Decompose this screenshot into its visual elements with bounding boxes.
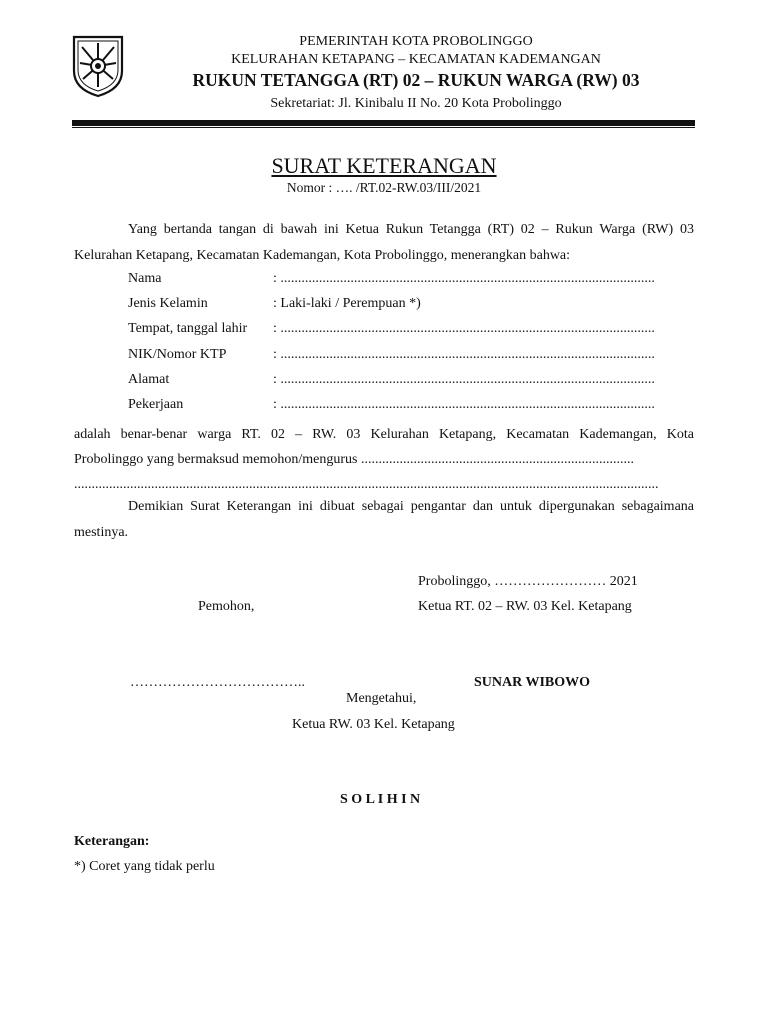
rw-chairman-name: S O L I H I N — [340, 792, 421, 807]
field-value-nik: : ........................................................................................................... — [273, 347, 655, 362]
closing-paragraph: Demikian Surat Keterangan ini dibuat sebagai pengantar dan untuk dipergunakan sebagaimana mestinya. — [74, 499, 694, 540]
field-label-pekerjaan: Pekerjaan — [128, 397, 184, 412]
field-value-alamat: : ........................................................................................................... — [273, 372, 655, 387]
opening-paragraph: Yang bertanda tangan di bawah ini Ketua Rukun Tetangga (RT) 02 – Rukun Warga (RW) 03 Kelurahan Ketapang, Kecamatan Kademangan, Kota Probolinggo, menerangkan bahwa: — [74, 222, 694, 263]
applicant-signature-blank: ……………………………….. — [130, 675, 305, 690]
place-date: Probolinggo, …………………… 2021 — [418, 574, 638, 589]
field-value-ttl: : ........................................................................................................... — [273, 321, 655, 336]
acknowledged-label: Mengetahui, — [346, 691, 417, 706]
field-value-pekerjaan: : ........................................................................................................... — [273, 397, 655, 412]
field-label-nama: Nama — [128, 271, 162, 286]
header-address: Sekretariat: Jl. Kinibalu II No. 20 Kota Probolinggo — [270, 96, 562, 111]
body-line-3: ....................................................................................................................................................................... — [74, 477, 659, 492]
rw-chairman-label: Ketua RW. 03 Kel. Ketapang — [292, 717, 455, 732]
field-label-ttl: Tempat, tanggal lahir — [128, 321, 248, 336]
rt-chairman-label: Ketua RT. 02 – RW. 03 Kel. Ketapang — [418, 599, 632, 614]
field-value-jenis-kelamin: : Laki-laki / Perempuan *) — [273, 296, 421, 311]
field-label-nik: NIK/Nomor KTP — [128, 347, 227, 362]
body-line-1: adalah benar-benar warga RT. 02 – RW. 03 Kelurahan Ketapang, Kecamatan Kademangan, Kota — [74, 427, 694, 442]
rt-chairman-name: SUNAR WIBOWO — [474, 675, 591, 690]
field-value-nama: : ........................................................................................................... — [273, 271, 655, 286]
field-label-jenis-kelamin: Jenis Kelamin — [128, 296, 208, 311]
notes-heading: Keterangan: — [74, 834, 150, 849]
header-divider-thick — [72, 120, 695, 126]
body-line-2: Probolinggo yang bermaksud memohon/mengurus .............................................................................. — [74, 452, 634, 467]
notes-item: *) Coret yang tidak perlu — [74, 859, 215, 874]
document-number: Nomor : …. /RT.02-RW.03/III/2021 — [286, 180, 482, 195]
header-district: KELURAHAN KETAPANG – KECAMATAN KADEMANGAN — [231, 52, 601, 67]
header-rt-rw: RUKUN TETANGGA (RT) 02 – RUKUN WARGA (RW) 03 — [192, 70, 640, 90]
field-label-alamat: Alamat — [128, 372, 170, 387]
applicant-label: Pemohon, — [198, 599, 255, 614]
document-title: SURAT KETERANGAN — [271, 153, 497, 178]
header-divider-thin — [72, 127, 695, 128]
header-government: PEMERINTAH KOTA PROBOLINGGO — [299, 34, 533, 49]
